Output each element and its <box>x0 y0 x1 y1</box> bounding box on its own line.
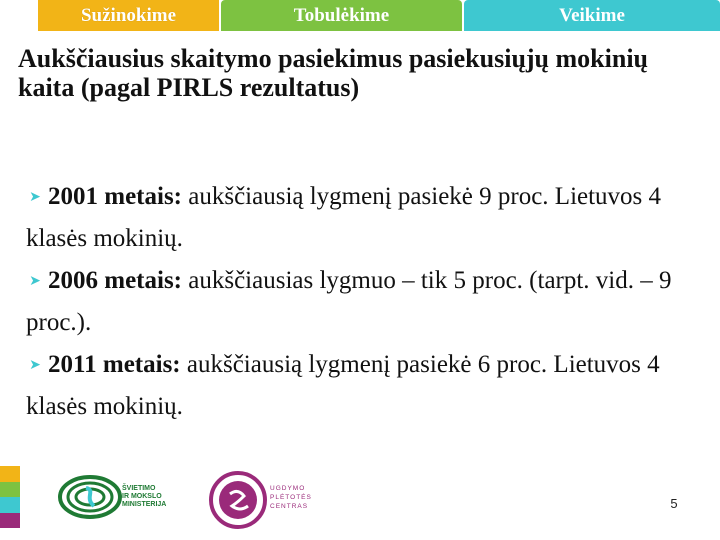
bullet-arrow-icon: ➤ <box>29 274 41 290</box>
stripe-purple <box>0 513 20 529</box>
tab-suzinokime-label: Sužinokime <box>80 4 177 26</box>
bullet-text: aukščiausią lygmenį pasiekė 9 proc. Lietuvos 4 klasės mokinių. <box>26 183 662 252</box>
stripe-green <box>0 482 20 498</box>
bullet-arrow-icon: ➤ <box>29 190 41 206</box>
top-tab-bar <box>0 0 720 32</box>
upc-line: CENTRAS <box>270 503 309 510</box>
bullet-item-2001 <box>26 176 706 260</box>
tab-tobulekime-label: Tobulėkime <box>293 4 390 26</box>
upc-logo-icon <box>208 470 268 530</box>
tab-veikime[interactable] <box>464 0 720 31</box>
color-stripe <box>0 466 20 528</box>
bullet-year-label: 2011 metais: <box>48 351 181 378</box>
upc-logo-text <box>270 484 330 511</box>
bullet-text: aukščiausią lygmenį pasiekė 6 proc. Lietuvos 4 klasės mokinių. <box>26 351 660 420</box>
bullet-item-2011 <box>26 344 706 428</box>
bullet-arrow-icon: ➤ <box>29 358 41 374</box>
bullet-list <box>26 176 706 428</box>
page-number: 5 <box>670 496 678 511</box>
upc-line: PLĖTOTĖS <box>270 494 312 501</box>
bullet-year-label: 2001 metais: <box>48 183 182 210</box>
slide-title: Aukščiausius skaitymo pasiekimus pasiekusiųjų mokinių kaita (pagal PIRLS rezultatus) <box>18 44 649 102</box>
stripe-yellow <box>0 466 20 482</box>
stripe-cyan <box>0 497 20 513</box>
tab-veikime-label: Veikime <box>559 4 625 26</box>
ministry-line: ŠVIETIMO <box>122 485 156 492</box>
upc-line: UGDYMO <box>270 485 306 492</box>
tab-suzinokime[interactable] <box>38 0 219 31</box>
bullet-year-label: 2006 metais: <box>48 267 182 294</box>
tab-tobulekime[interactable] <box>221 0 462 31</box>
bullet-text: aukščiausias lygmuo – tik 5 proc. (tarpt. vid. – 9 proc.). <box>26 267 672 336</box>
ministry-line: IR MOKSLO <box>122 493 162 500</box>
ministry-line: MINISTERIJA <box>122 501 167 508</box>
ministry-logo-text <box>122 485 192 509</box>
bullet-item-2006 <box>26 260 706 344</box>
